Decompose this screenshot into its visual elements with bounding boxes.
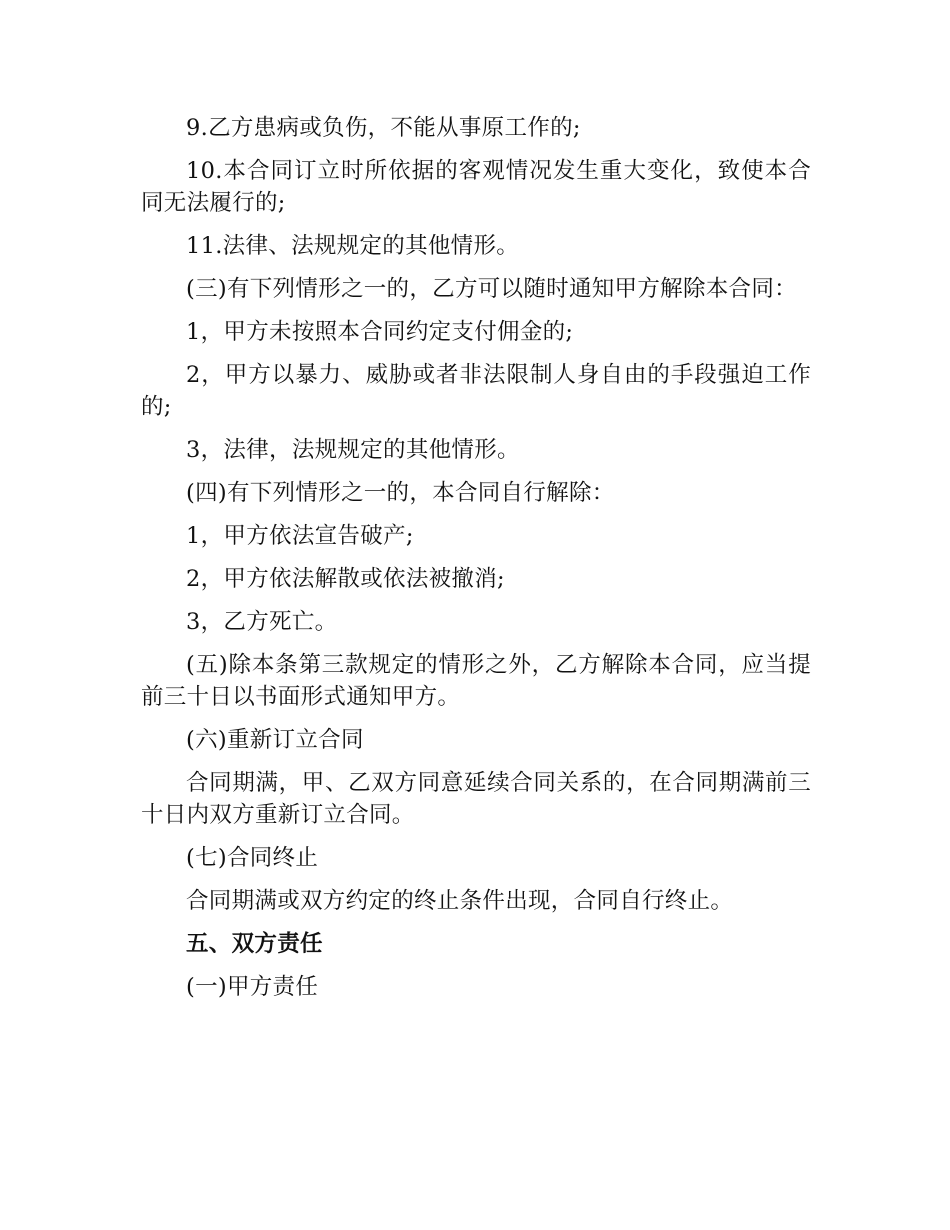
paragraph-clause-9: 9.乙方患病或负伤，不能从事原工作的; xyxy=(186,115,581,141)
paragraph-clause-11: 11.法律、法规规定的其他情形。 xyxy=(186,233,520,259)
paragraph-section-7-body: 合同期满或双方约定的终止条件出现，合同自行终止。 xyxy=(186,888,734,914)
paragraph-section-6-body: 合同期满，甲、乙双方同意延续合同关系的，在合同期满前三十日内双方重新订立合同。 xyxy=(141,770,811,828)
paragraph-section-4-item-3: 3，乙方死亡。 xyxy=(186,609,338,635)
paragraph-section-4-item-1: 1，甲方依法宣告破产; xyxy=(186,523,414,549)
section-heading-responsibilities: 五、双方责任 xyxy=(186,931,323,957)
paragraph-section-7: (七)合同终止 xyxy=(186,845,319,871)
paragraph-section-4-item-2: 2，甲方依法解散或依法被撤消; xyxy=(186,566,505,592)
paragraph-party-a-responsibility: (一)甲方责任 xyxy=(186,974,319,1000)
paragraph-clause-10: 10.本合同订立时所依据的客观情况发生重大变化，致使本合同无法履行的; xyxy=(141,158,811,216)
paragraph-section-3-item-1: 1，甲方未按照本合同约定支付佣金的; xyxy=(186,319,574,345)
paragraph-section-3-item-2: 2，甲方以暴力、威胁或者非法限制人身自由的手段强迫工作的; xyxy=(141,362,811,420)
paragraph-section-5: (五)除本条第三款规定的情形之外，乙方解除本合同，应当提前三十日以书面形式通知甲方。 xyxy=(141,652,811,710)
paragraph-section-4: (四)有下列情形之一的，本合同自行解除： xyxy=(186,480,615,506)
paragraph-section-3: (三)有下列情形之一的，乙方可以随时通知甲方解除本合同： xyxy=(186,276,797,302)
paragraph-section-3-item-3: 3，法律，法规规定的其他情形。 xyxy=(186,437,520,463)
paragraph-section-6: (六)重新订立合同 xyxy=(186,727,364,753)
document-body xyxy=(141,112,811,1014)
